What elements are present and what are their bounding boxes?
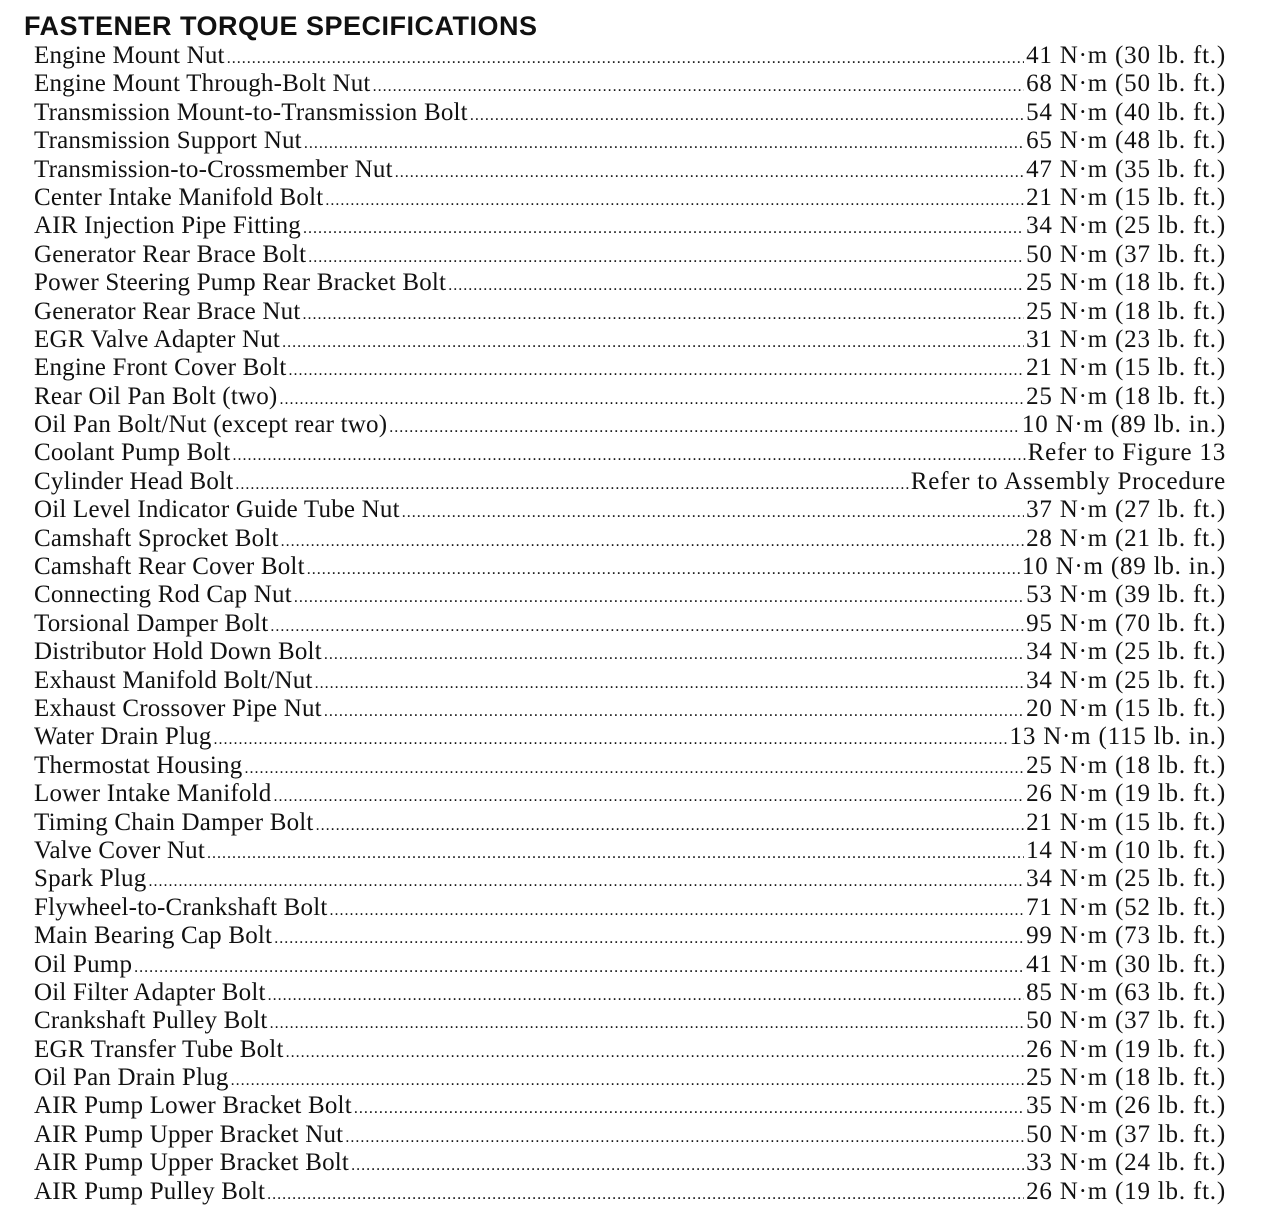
fastener-name: Cylinder Head Bolt: [34, 467, 234, 495]
fastener-name: Exhaust Manifold Bolt/Nut: [34, 666, 313, 694]
torque-value: 68 N·m (50 lb. ft.): [1026, 70, 1226, 98]
torque-value: 31 N·m (23 lb. ft.): [1026, 325, 1226, 353]
dot-leader: [134, 954, 1024, 979]
torque-value: 53 N·m (39 lb. ft.): [1026, 581, 1226, 609]
torque-value: 50 N·m (37 lb. ft.): [1026, 1007, 1226, 1035]
spec-row: [34, 752, 1226, 780]
torque-value: 41 N·m (30 lb. ft.): [1026, 42, 1226, 69]
torque-value: 34 N·m (25 lb. ft.): [1026, 865, 1226, 893]
dot-leader: [214, 726, 1008, 751]
fastener-name: Flywheel-to-Crankshaft Bolt: [34, 893, 328, 921]
dot-leader: [267, 1181, 1024, 1206]
dot-leader: [354, 1095, 1024, 1120]
spec-row: [34, 723, 1226, 751]
fastener-name: AIR Pump Upper Bracket Nut: [34, 1120, 344, 1148]
fastener-name: Generator Rear Brace Bolt: [34, 240, 307, 268]
fastener-name: AIR Pump Upper Bracket Bolt: [34, 1149, 350, 1177]
spec-row: [34, 1092, 1226, 1120]
spec-row: [34, 1036, 1226, 1064]
page-title: FASTENER TORQUE SPECIFICATIONS: [24, 11, 538, 41]
fastener-name: Spark Plug: [34, 865, 147, 893]
fastener-name: Transmission Support Nut: [34, 127, 302, 155]
dot-leader: [274, 925, 1024, 950]
spec-row: [34, 865, 1226, 893]
spec-row: [34, 667, 1226, 695]
spec-row: [34, 468, 1226, 496]
dot-leader: [268, 982, 1024, 1007]
spec-row: [34, 581, 1226, 609]
fastener-name: Valve Cover Nut: [34, 836, 206, 864]
dot-leader: [227, 45, 1024, 70]
torque-value: 26 N·m (19 lb. ft.): [1026, 780, 1226, 808]
spec-row: [34, 411, 1226, 439]
fastener-name: EGR Valve Adapter Nut: [34, 325, 281, 353]
dot-leader: [282, 329, 1024, 354]
fastener-name: Oil Level Indicator Guide Tube Nut: [34, 496, 400, 524]
torque-value: Refer to Assembly Procedure: [910, 467, 1226, 495]
spec-row: [34, 269, 1226, 297]
spec-row: [34, 610, 1226, 638]
spec-row: [34, 70, 1226, 98]
spec-row: [34, 951, 1226, 979]
spec-row: [34, 894, 1226, 922]
dot-leader: [232, 442, 1025, 467]
spec-row: [34, 127, 1226, 155]
torque-value: 95 N·m (70 lb. ft.): [1026, 609, 1226, 637]
spec-row: [34, 1178, 1226, 1206]
torque-value: 21 N·m (15 lb. ft.): [1026, 183, 1226, 211]
fastener-name: Oil Pump: [34, 950, 133, 978]
fastener-name: Engine Mount Nut: [34, 42, 225, 69]
torque-value: 50 N·m (37 lb. ft.): [1026, 1120, 1226, 1148]
dot-leader: [235, 471, 908, 496]
fastener-name: Oil Pan Drain Plug: [34, 1064, 229, 1092]
torque-spec-list: [34, 42, 1226, 1206]
torque-value: 26 N·m (19 lb. ft.): [1026, 1177, 1226, 1205]
fastener-name: Camshaft Sprocket Bolt: [34, 524, 279, 552]
dot-leader: [373, 73, 1025, 98]
spec-row: [34, 241, 1226, 269]
torque-value: 99 N·m (73 lb. ft.): [1026, 922, 1226, 950]
torque-value: 34 N·m (25 lb. ft.): [1026, 212, 1226, 240]
fastener-name: Coolant Pump Bolt: [34, 439, 231, 467]
fastener-name: Transmission Mount-to-Transmission Bolt: [34, 98, 468, 126]
dot-leader: [448, 272, 1024, 297]
fastener-name: Engine Mount Through-Bolt Nut: [34, 70, 371, 98]
fastener-name: Transmission-to-Crossmember Nut: [34, 155, 393, 183]
spec-row: [34, 212, 1226, 240]
spec-row: [34, 553, 1226, 581]
spec-row: [34, 1064, 1226, 1092]
fastener-name: Oil Pan Bolt/Nut (except rear two): [34, 411, 388, 439]
dot-leader: [316, 812, 1025, 837]
spec-row: [34, 695, 1226, 723]
fastener-name: AIR Pump Lower Bracket Bolt: [34, 1092, 352, 1120]
torque-value: 50 N·m (37 lb. ft.): [1026, 240, 1226, 268]
spec-row: [34, 1149, 1226, 1177]
fastener-name: Rear Oil Pan Bolt (two): [34, 382, 278, 410]
dot-leader: [270, 1010, 1025, 1035]
spec-row: [34, 42, 1226, 70]
spec-row: [34, 383, 1226, 411]
torque-value: 35 N·m (26 lb. ft.): [1026, 1092, 1226, 1120]
torque-value: 33 N·m (24 lb. ft.): [1026, 1149, 1226, 1177]
dot-leader: [389, 414, 1020, 439]
spec-row: [34, 99, 1226, 127]
torque-value: 14 N·m (10 lb. ft.): [1026, 836, 1226, 864]
fastener-name: Water Drain Plug: [34, 723, 212, 751]
dot-leader: [315, 670, 1024, 695]
dot-leader: [302, 301, 1024, 326]
torque-value: 34 N·m (25 lb. ft.): [1026, 638, 1226, 666]
torque-value: 25 N·m (18 lb. ft.): [1026, 751, 1226, 779]
dot-leader: [207, 840, 1024, 865]
spec-row: [34, 809, 1226, 837]
fastener-name: EGR Transfer Tube Bolt: [34, 1035, 284, 1063]
spec-row: [34, 525, 1226, 553]
torque-value: 25 N·m (18 lb. ft.): [1026, 1064, 1226, 1092]
fastener-name: Camshaft Rear Cover Bolt: [34, 553, 305, 581]
torque-value: Refer to Figure 13: [1027, 439, 1226, 467]
spec-row: [34, 496, 1226, 524]
spec-row: [34, 354, 1226, 382]
fastener-name: AIR Injection Pipe Fitting: [34, 212, 301, 240]
dot-leader: [308, 244, 1024, 269]
dot-leader: [402, 499, 1024, 524]
dot-leader: [307, 556, 1020, 581]
torque-value: 25 N·m (18 lb. ft.): [1026, 382, 1226, 410]
dot-leader: [289, 357, 1025, 382]
fastener-name: Crankshaft Pulley Bolt: [34, 1007, 268, 1035]
fastener-name: Center Intake Manifold Bolt: [34, 183, 324, 211]
dot-leader: [351, 1152, 1024, 1177]
dot-leader: [273, 783, 1024, 808]
torque-value: 21 N·m (15 lb. ft.): [1026, 808, 1226, 836]
dot-leader: [270, 613, 1024, 638]
spec-row: [34, 298, 1226, 326]
dot-leader: [294, 584, 1024, 609]
spec-row: [34, 326, 1226, 354]
fastener-name: Distributor Hold Down Bolt: [34, 638, 322, 666]
dot-leader: [286, 1039, 1025, 1064]
spec-row: [34, 184, 1226, 212]
dot-leader: [231, 1067, 1025, 1092]
dot-leader: [303, 215, 1024, 240]
fastener-name: Engine Front Cover Bolt: [34, 354, 287, 382]
fastener-name: Power Steering Pump Rear Bracket Bolt: [34, 269, 447, 297]
spec-row: [34, 837, 1226, 865]
fastener-name: Oil Filter Adapter Bolt: [34, 978, 266, 1006]
spec-row: [34, 1007, 1226, 1035]
fastener-name: Main Bearing Cap Bolt: [34, 922, 273, 950]
dot-leader: [244, 755, 1024, 780]
fastener-name: Exhaust Crossover Pipe Nut: [34, 694, 322, 722]
torque-value: 25 N·m (18 lb. ft.): [1026, 297, 1226, 325]
torque-value: 54 N·m (40 lb. ft.): [1026, 98, 1226, 126]
fastener-name: Generator Rear Brace Nut: [34, 297, 301, 325]
spec-row: [34, 156, 1226, 184]
dot-leader: [395, 159, 1024, 184]
torque-value: 20 N·m (15 lb. ft.): [1026, 694, 1226, 722]
torque-value: 34 N·m (25 lb. ft.): [1026, 666, 1226, 694]
dot-leader: [324, 698, 1024, 723]
dot-leader: [279, 386, 1024, 411]
spec-row: [34, 922, 1226, 950]
torque-value: 37 N·m (27 lb. ft.): [1026, 496, 1226, 524]
torque-value: 47 N·m (35 lb. ft.): [1026, 155, 1226, 183]
dot-leader: [470, 102, 1024, 127]
torque-value: 10 N·m (89 lb. in.): [1021, 411, 1226, 439]
dot-leader: [304, 130, 1024, 155]
spec-row: [34, 1121, 1226, 1149]
torque-value: 13 N·m (115 lb. in.): [1009, 723, 1226, 751]
spec-row: [34, 638, 1226, 666]
torque-value: 26 N·m (19 lb. ft.): [1026, 1035, 1226, 1063]
fastener-name: Connecting Rod Cap Nut: [34, 581, 292, 609]
dot-leader: [325, 187, 1024, 212]
torque-value: 10 N·m (89 lb. in.): [1021, 553, 1226, 581]
spec-row: [34, 780, 1226, 808]
dot-leader: [281, 528, 1024, 553]
torque-value: 21 N·m (15 lb. ft.): [1026, 354, 1226, 382]
torque-value: 25 N·m (18 lb. ft.): [1026, 269, 1226, 297]
dot-leader: [148, 868, 1024, 893]
fastener-name: AIR Pump Pulley Bolt: [34, 1177, 266, 1205]
spec-row: [34, 979, 1226, 1007]
dot-leader: [345, 1124, 1024, 1149]
spec-row: [34, 439, 1226, 467]
torque-value: 85 N·m (63 lb. ft.): [1026, 978, 1226, 1006]
fastener-name: Timing Chain Damper Bolt: [34, 808, 314, 836]
torque-value: 28 N·m (21 lb. ft.): [1026, 524, 1226, 552]
torque-value: 41 N·m (30 lb. ft.): [1026, 950, 1226, 978]
fastener-name: Lower Intake Manifold: [34, 780, 272, 808]
torque-value: 71 N·m (52 lb. ft.): [1026, 893, 1226, 921]
torque-value: 65 N·m (48 lb. ft.): [1026, 127, 1226, 155]
fastener-name: Thermostat Housing: [34, 751, 243, 779]
fastener-name: Torsional Damper Bolt: [34, 609, 269, 637]
dot-leader: [330, 897, 1025, 922]
dot-leader: [324, 641, 1024, 666]
